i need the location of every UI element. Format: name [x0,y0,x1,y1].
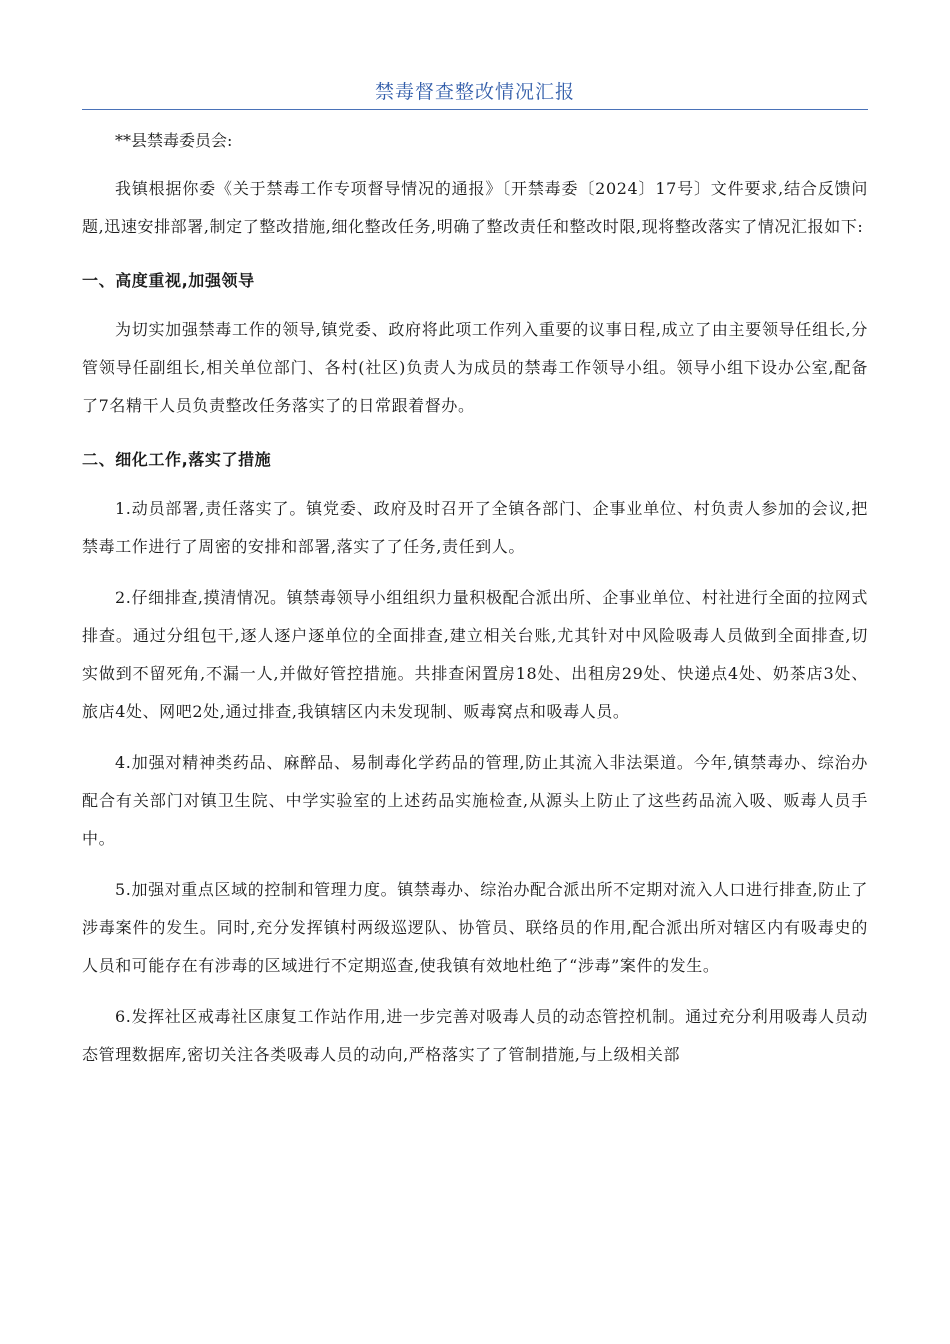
body-paragraph: 1.动员部署,责任落实了。镇党委、政府及时召开了全镇各部门、企事业单位、村负责人参加的会议,把禁毒工作进行了周密的安排和部署,落实了了任务,责任到人。 [82,499,868,556]
section-heading: 二、细化工作,落实了措施 [82,450,272,469]
document-title: 禁毒督查整改情况汇报 [82,78,868,110]
intro-paragraph: 我镇根据你委《关于禁毒工作专项督导情况的通报》〔开禁毒委〔2024〕17号〕文件要求,结合反馈问题,迅速安排部署,制定了整改措施,细化整改任务,明确了整改责任和整改时限,现将整改落实了情况汇报如下: [82,179,868,236]
section-heading: 一、高度重视,加强领导 [82,271,255,290]
body-paragraph: 为切实加强禁毒工作的领导,镇党委、政府将此项工作列入重要的议事日程,成立了由主要领导任组长,分管领导任副组长,相关单位部门、各村(社区)负责人为成员的禁毒工作领导小组。领导小组下设办公室,配备了7名精干人员负责整改任务落实了的日常跟着督办。 [82,320,868,415]
body-paragraph: 2.仔细排查,摸清情况。镇禁毒领导小组组织力量积极配合派出所、企事业单位、村社进行全面的拉网式排查。通过分组包干,逐人逐户逐单位的全面排查,建立相关台账,尤其针对中风险吸毒人员做到全面排查,切实做到不留死角,不漏一人,并做好管控措施。共排查闲置房18处、出租房29处、快递点4处、奶茶店3处、旅店4处、网吧2处,通过排查,我镇辖区内未发现制、贩毒窝点和吸毒人员。 [82,588,868,721]
document-page [82,78,868,1074]
body-paragraph: 4.加强对精神类药品、麻醉品、易制毒化学药品的管理,防止其流入非法渠道。今年,镇禁毒办、综治办配合有关部门对镇卫生院、中学实验室的上述药品实施检查,从源头上防止了这些药品流入吸、贩毒人员手中。 [82,753,868,848]
body-paragraph: 5.加强对重点区域的控制和管理力度。镇禁毒办、综治办配合派出所不定期对流入人口进行排查,防止了涉毒案件的发生。同时,充分发挥镇村两级巡逻队、协管员、联络员的作用,配合派出所对辖区内有吸毒史的人员和可能存在有涉毒的区域进行不定期巡查,使我镇有效地杜绝了“涉毒”案件的发生。 [82,880,868,975]
salutation: **县禁毒委员会: [115,131,233,150]
body-paragraph: 6.发挥社区戒毒社区康复工作站作用,进一步完善对吸毒人员的动态管控机制。通过充分利用吸毒人员动态管理数据库,密切关注各类吸毒人员的动向,严格落实了了管制措施,与上级相关部 [82,1007,868,1064]
